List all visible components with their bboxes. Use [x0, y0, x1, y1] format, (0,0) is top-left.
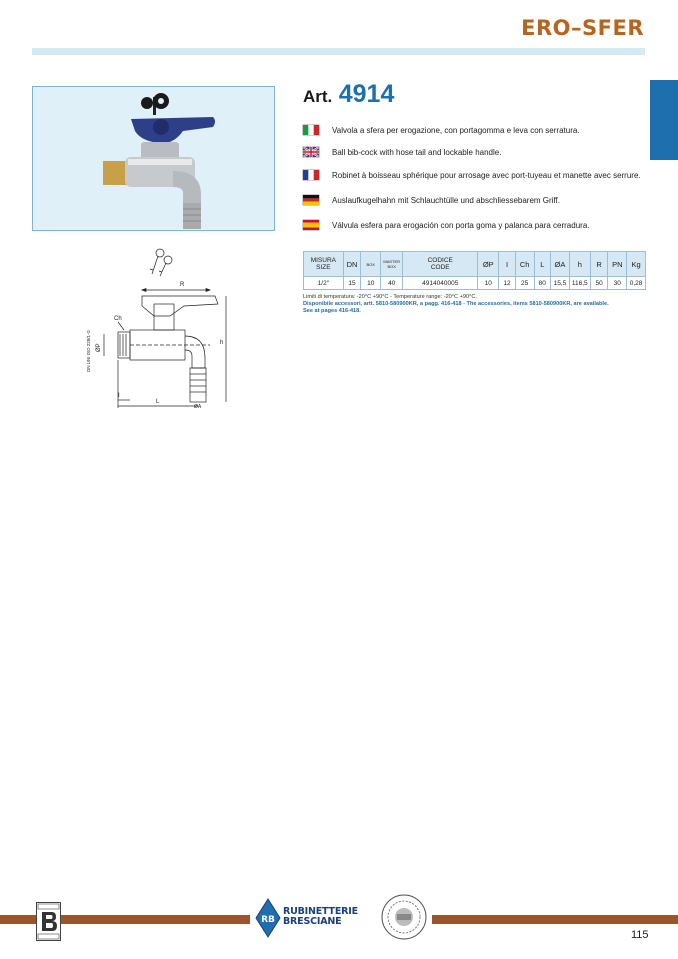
spain-flag-icon	[303, 220, 319, 230]
cell-size: 1/2"	[304, 277, 344, 290]
dim-oa-label: ØA	[194, 404, 202, 410]
col-ch: Ch	[515, 252, 534, 277]
col-box: BOX	[361, 252, 381, 277]
iso-certification-seal	[380, 893, 428, 941]
product-photo	[32, 86, 275, 231]
col-i: I	[499, 252, 516, 277]
col-h: h	[569, 252, 590, 277]
description-it	[303, 124, 580, 136]
cell-ch: 25	[515, 277, 534, 290]
accessories-note: Disponibile accessori, artt. 5810-580900KR, a pagg. 416-418 - The accessories, items 5810-580900KR, are available.	[303, 301, 609, 307]
page-number: 115	[631, 929, 649, 941]
col-l: L	[534, 252, 551, 277]
cell-dn: 15	[343, 277, 361, 290]
cell-op: 10	[478, 277, 499, 290]
description-en	[303, 146, 501, 158]
dim-h-label: h	[220, 340, 224, 346]
notes	[303, 294, 653, 315]
article-number: 4914	[338, 80, 395, 108]
dim-r-label: R	[180, 282, 185, 288]
top-rule	[32, 48, 645, 55]
cell-h: 116,5	[569, 277, 590, 290]
description-fr	[303, 169, 641, 181]
brand-title: ERO–SFER	[521, 16, 644, 40]
table-row	[304, 277, 646, 290]
company-name: RUBINETTERIE BRESCIANE	[283, 906, 358, 927]
col-code: CODICE CODE	[403, 252, 478, 277]
col-r: R	[590, 252, 608, 277]
description-text: Ball bib-cock with hose tail and lockable handle.	[332, 147, 502, 157]
temperature-note: Limiti di temperatura: -20°C +90°C - Temperature range: -20°C +90°C.	[303, 294, 477, 300]
cell-i: 12	[499, 277, 516, 290]
article-title	[303, 80, 394, 109]
cell-code: 4914040005	[403, 277, 478, 290]
description-text: Robinet à boisseau sphérique pour arrosage avec port-tuyeau et manette avec serrure.	[332, 170, 641, 180]
svg-text:RB: RB	[261, 915, 275, 925]
italy-flag-icon	[303, 125, 319, 135]
table-header-row	[304, 252, 646, 277]
cell-master-box: 40	[381, 277, 403, 290]
keys-icon	[150, 249, 172, 276]
cell-l: 80	[534, 277, 551, 290]
dim-op-label: ØP	[96, 343, 102, 352]
section-tab	[650, 80, 678, 160]
dim-i-label: I	[118, 393, 120, 399]
description-es	[303, 219, 590, 231]
col-op: ØP	[478, 252, 499, 277]
description-text: Válvula esfera para erogación con porta goma y palanca para cerradura.	[332, 220, 590, 230]
col-kg: Kg	[627, 252, 646, 277]
dim-thread-label: DN UNI ISO 228/1-G	[86, 329, 91, 372]
article-prefix: Art.	[303, 87, 333, 106]
company-logo	[255, 898, 375, 938]
col-size: MISURA SIZE	[304, 252, 344, 277]
description-text: Auslaufkugelhahn mit Schlauchtülle und abschliessebarem Griff.	[332, 195, 560, 205]
footer-bar-right	[432, 915, 678, 924]
col-oa: ØA	[551, 252, 570, 277]
france-flag-icon	[303, 170, 319, 180]
rb-diamond-icon	[255, 898, 281, 938]
cell-kg: 0,28	[627, 277, 646, 290]
dim-l-label: L	[156, 399, 160, 405]
ball-valve-image	[33, 87, 275, 231]
spec-table	[303, 251, 646, 290]
description-de	[303, 194, 560, 206]
cell-box: 10	[361, 277, 381, 290]
accessories-pages-note: See at pages 416-418.	[303, 308, 361, 314]
cell-oa: 15,5	[551, 277, 570, 290]
technical-drawing	[80, 240, 230, 410]
cell-pn: 30	[608, 277, 627, 290]
uk-flag-icon	[303, 147, 319, 157]
dim-ch-label: Ch	[114, 316, 122, 322]
germany-flag-icon	[303, 195, 319, 205]
cell-r: 50	[590, 277, 608, 290]
description-text: Valvola a sfera per erogazione, con portagomma e leva con serratura.	[332, 125, 580, 135]
group-logo	[36, 902, 61, 941]
col-pn: PN	[608, 252, 627, 277]
col-dn: DN	[343, 252, 361, 277]
col-master-box: MASTER BOX	[381, 252, 403, 277]
